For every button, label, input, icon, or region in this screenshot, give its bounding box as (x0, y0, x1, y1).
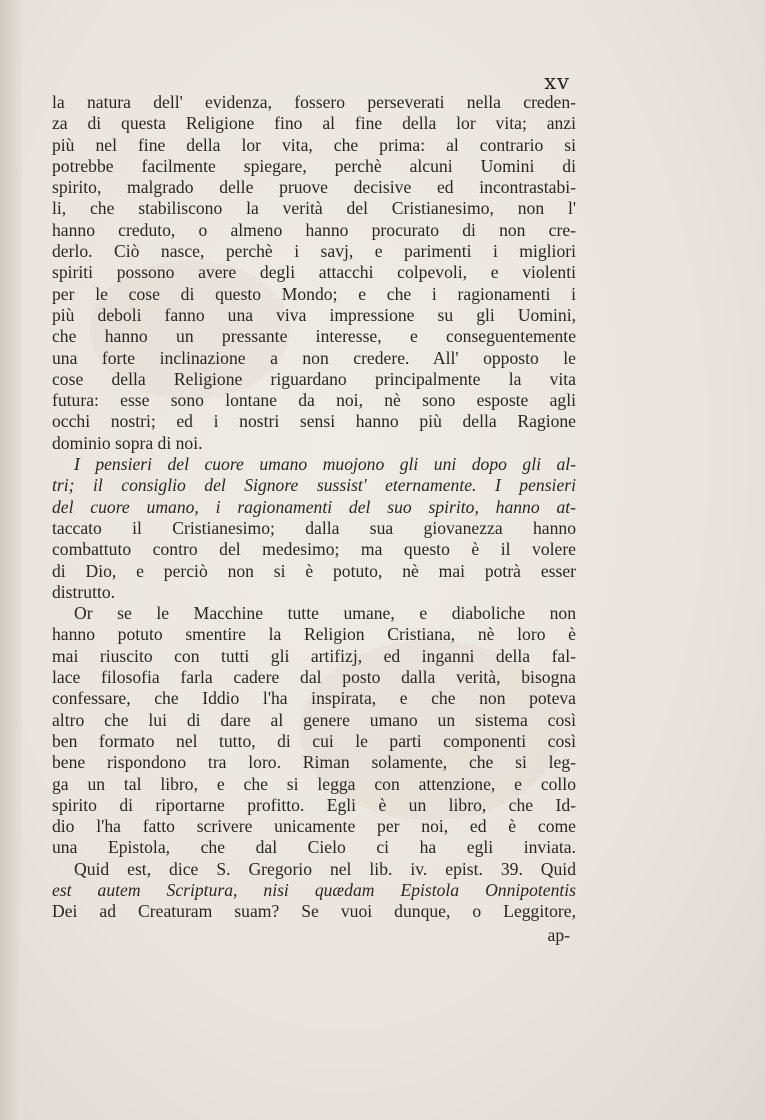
text-line: potrebbe facilmente spiegare, perchè alcuni Uomini di (52, 155, 576, 176)
page-text (52, 72, 576, 946)
text-line: più nel fine della lor vita, che prima: al contrario si (52, 134, 576, 155)
text-line: cose della Religione riguardano principalmente la vita (52, 368, 576, 389)
text-line: lace filosofia farla cadere dal posto dalla verità, bisogna (52, 667, 576, 688)
text-line: bene rispondono tra loro. Riman solamente, che si leg- (52, 752, 576, 773)
text-line: spirito di riportarne profitto. Egli è un libro, che Id- (52, 794, 576, 815)
text-line: dio l'ha fatto scrivere unicamente per noi, ed è come (52, 816, 576, 837)
text-line: mai riuscito con tutti gli artifizj, ed inganni della fal- (52, 645, 576, 666)
text-line: za di questa Religione fino al fine della lor vita; anzi (52, 113, 576, 134)
text-line: Or se le Macchine tutte umane, e diaboliche non (74, 603, 576, 624)
text-lines (52, 92, 576, 923)
text-line: tri; il consiglio del Signore sussist' eternamente. I pensieri (52, 475, 576, 496)
text-line: hanno potuto smentire la Religion Cristiana, nè loro è (52, 624, 576, 645)
text-line: derlo. Ciò nasce, perchè i savj, e parimenti i migliori (52, 241, 576, 262)
text-line: spiriti possono avere degli attacchi colpevoli, e violenti (52, 262, 576, 283)
catchword: ap- (547, 924, 570, 945)
text-line: est autem Scriptura, nisi quædam Epistola Onnipotentis (52, 879, 576, 900)
text-line: I pensieri del cuore umano muojono gli uni dopo gli al- (74, 454, 576, 475)
text-line: confessare, che Iddio l'ha inspirata, e che non poteva (52, 688, 576, 709)
text-line: taccato il Cristianesimo; dalla sua giovanezza hanno (52, 517, 576, 538)
text-line: del cuore umano, i ragionamenti del suo spirito, hanno at- (52, 496, 576, 517)
text-line: futura: esse sono lontane da noi, nè sono esposte agli (52, 390, 576, 411)
text-line: ga un tal libro, e che si legga con attenzione, e collo (52, 773, 576, 794)
text-line: li, che stabiliscono la verità del Cristianesimo, non l' (52, 198, 576, 219)
text-line: ben formato nel tutto, di cui le parti componenti così (52, 730, 576, 751)
text-line: distrutto. (52, 581, 116, 602)
text-line: una forte inclinazione a non credere. All' opposto le (52, 347, 576, 368)
page-number: xv (544, 70, 570, 94)
text-line: una Epistola, che dal Cielo ci ha egli inviata. (52, 837, 576, 858)
text-line: Quid est, dice S. Gregorio nel lib. iv. epist. 39. Quid (74, 858, 576, 879)
text-line: Dei ad Creaturam suam? Se vuoi dunque, o Leggitore, (52, 901, 576, 922)
text-line: più deboli fanno una viva impressione su gli Uomini, (52, 304, 576, 325)
text-line: combattuto contro del medesimo; ma questo è il volere (52, 539, 576, 560)
text-line: di Dio, e perciò non si è potuto, nè mai potrà esser (52, 560, 576, 581)
text-line: dominio sopra di noi. (52, 432, 203, 453)
text-line: spirito, malgrado delle pruove decisive ed incontrastabi- (52, 177, 576, 198)
text-line: hanno creduto, o almeno hanno procurato di non cre- (52, 219, 576, 240)
text-line: che hanno un pressante interesse, e conseguentemente (52, 326, 576, 347)
text-line: la natura dell' evidenza, fossero perseverati nella creden- (52, 92, 576, 112)
page-gutter (0, 0, 22, 1120)
text-line: occhi nostri; ed i nostri sensi hanno più della Ragione (52, 411, 576, 432)
text-line: per le cose di questo Mondo; e che i ragionamenti i (52, 283, 576, 304)
text-line: altro che lui di dare al genere umano un sistema così (52, 709, 576, 730)
